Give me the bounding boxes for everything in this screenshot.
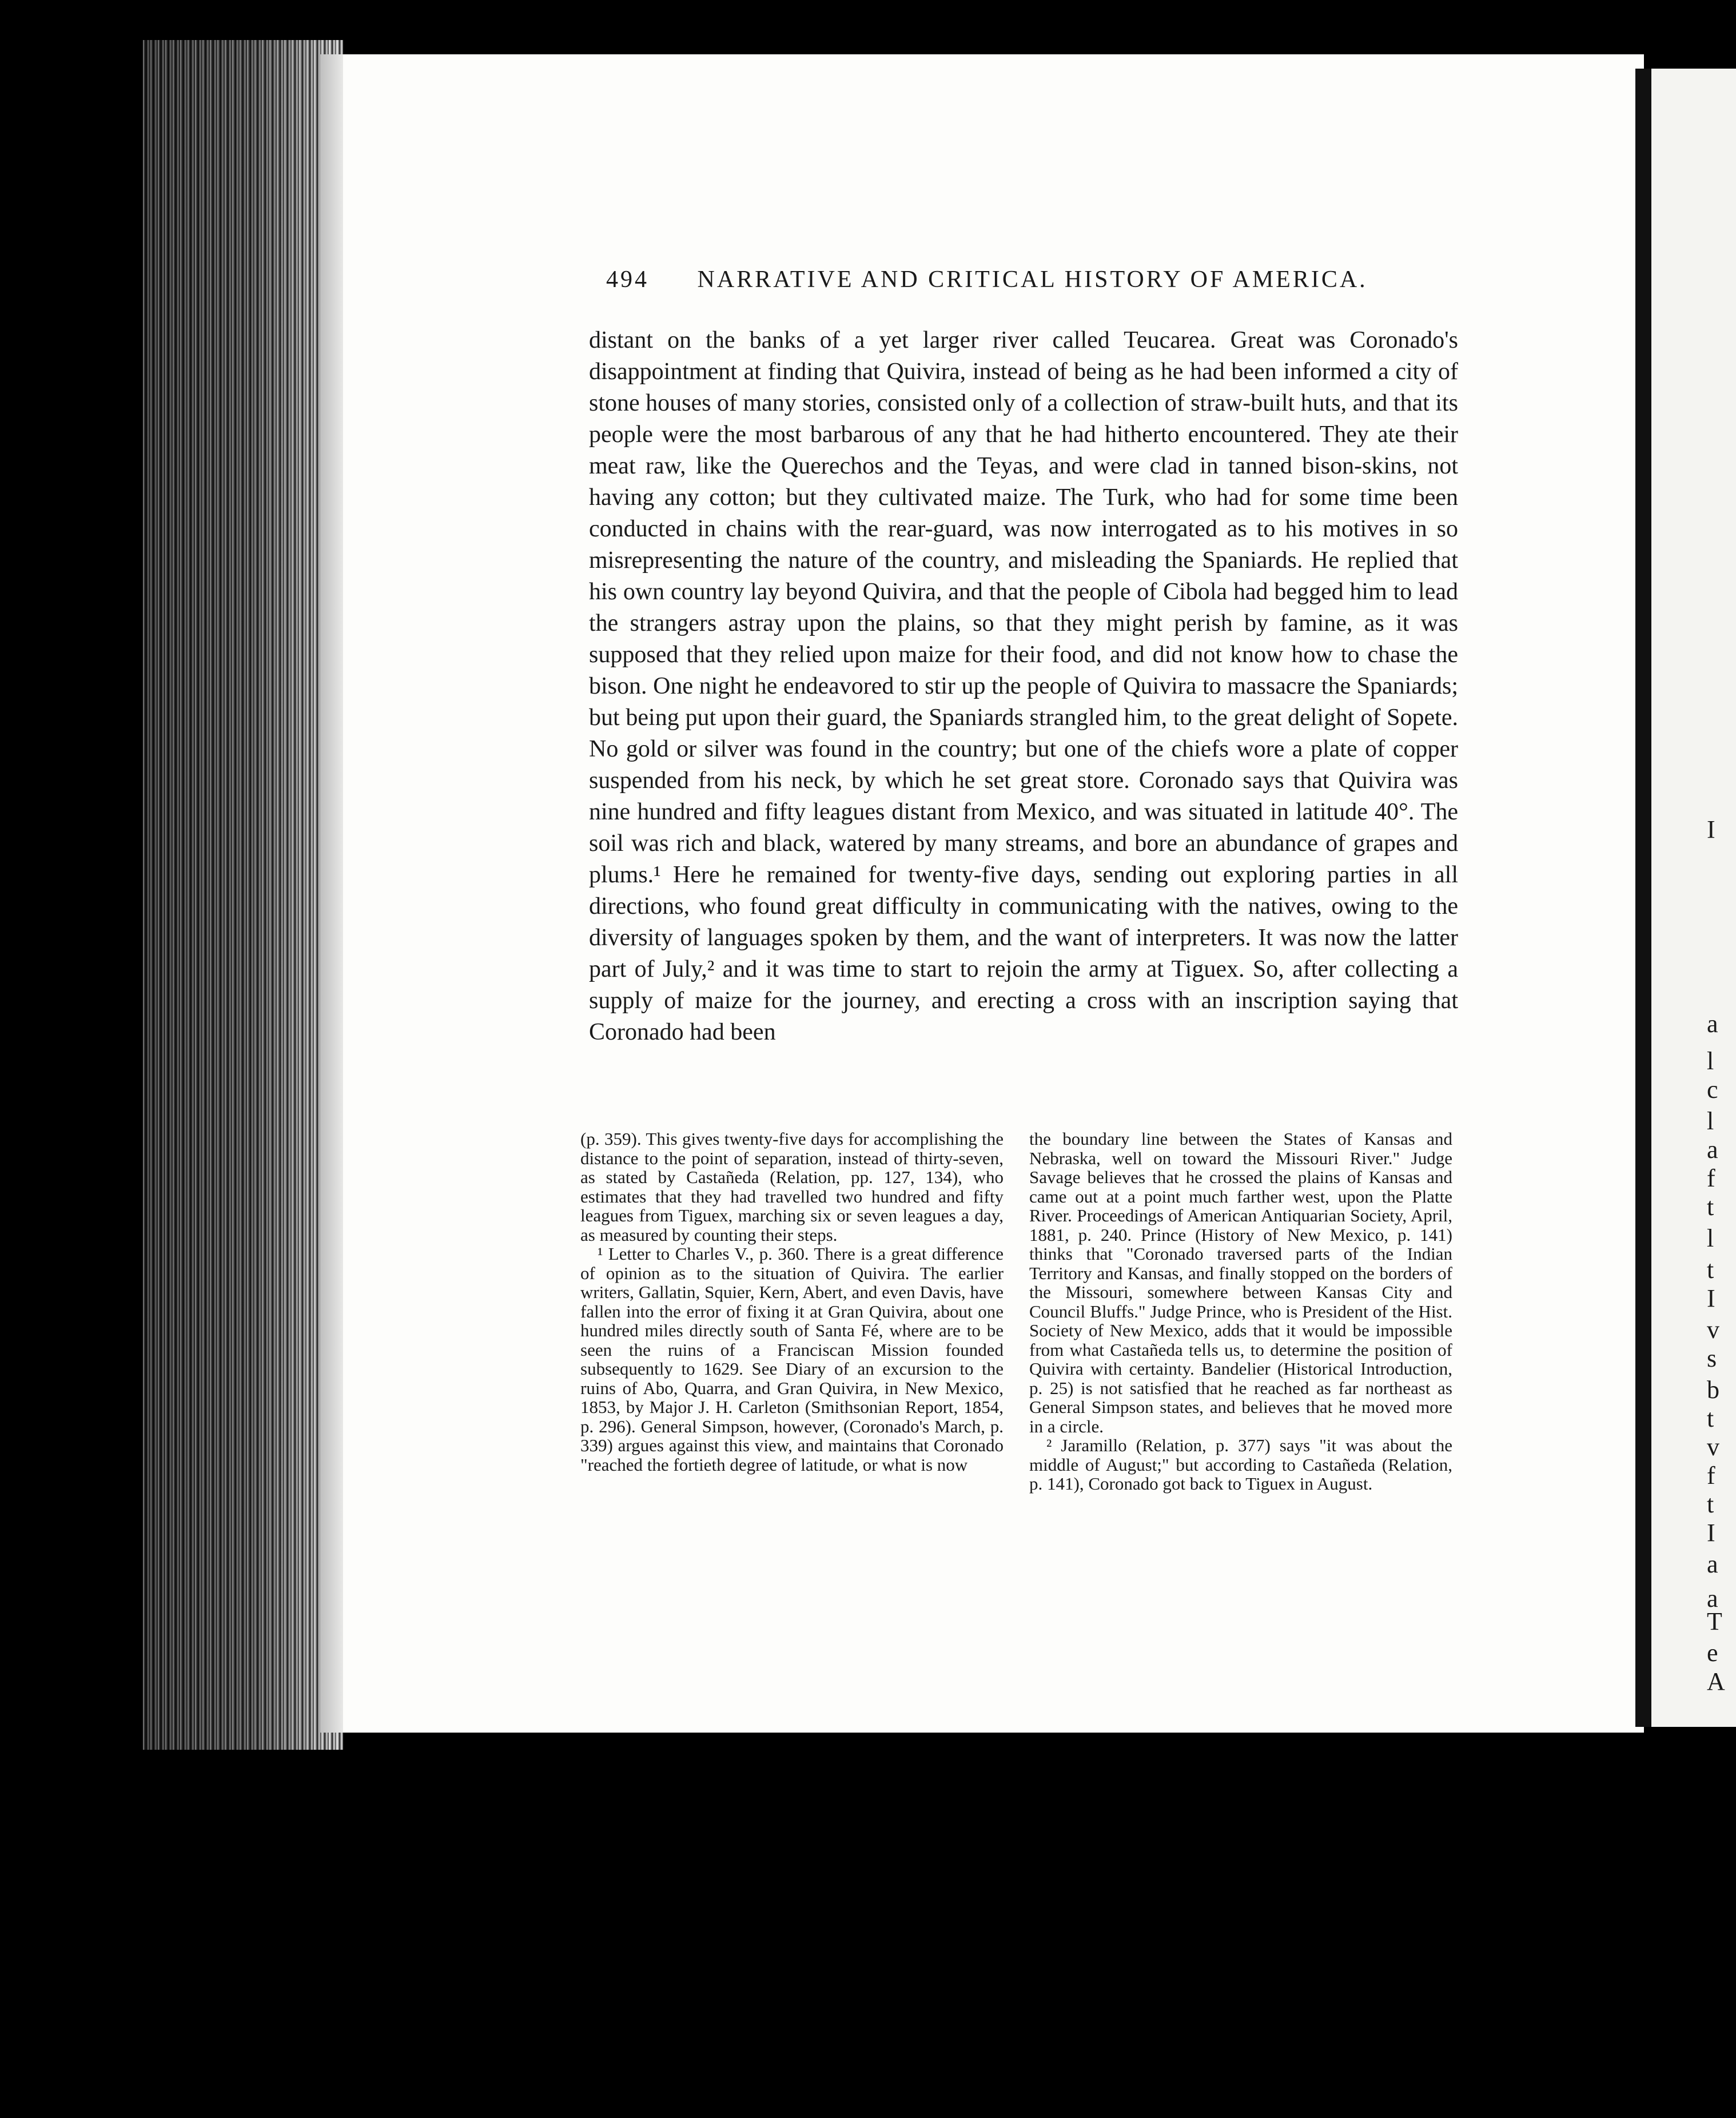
footnote-continuation: (p. 359). This gives twenty-five days for accomplishing the distance to the point of separation, instead of thirty-seven, as stated by Castañeda (Relation, pp. 127, 134), who estimates that they had travelled two hundred and fifty leagues from Tiguex, marching six or seven leagues a day, as measured by counting their steps. bbox=[580, 1129, 1004, 1245]
facing-page-letter: s bbox=[1707, 1344, 1717, 1372]
main-paragraph: distant on the banks of a yet larger river called Teucarea. Great was Coronado's disappointment at finding that Quivira, instead of being as he had been informed a city of stone houses of many stories, consisted only of a collection of straw-built huts, and that its people were the most barbarous of any that he had hitherto encountered. They ate their meat raw, like the Querechos and the Teyas, and were clad in tanned bison-skins, not having any cotton; but they cultivated maize. The Turk, who had for some time been conducted in chains with the rear-guard, was now interrogated as to his motives in so misrepresenting the nature of the country, and misleading the Spaniards. He replied that his own country lay beyond Quivira, and that the people of Cibola had begged him to lead the strangers astray upon the plains, so that they might perish by famine, as it was supposed that they relied upon maize for their food, and did not know how to chase the bison. One night he endeavored to stir up the people of Quivira to massacre the Spaniards; but being put upon their guard, the Spaniards strangled him, to the great delight of Sopete. No gold or silver was found in the country; but one of the chiefs wore a plate of copper suspended from his neck, by which he set great store. Coronado says that Quivira was nine hundred and fifty leagues distant from Mexico, and was situated in latitude 40°. The soil was rich and black, watered by many streams, and bore an abundance of grapes and plums.¹ Here he remained for twenty-five days, sending out exploring parties in all directions, who found great difficulty in communicating with the natives, owing to the diversity of languages spoken by them, and the want of interpreters. It was now the latter part of July,² and it was time to start to rejoin the army at Tiguex. So, after collecting a supply of maize for the journey, and erecting a cross with an inscription saying that Coronado had been bbox=[589, 327, 1458, 1045]
footnote-column-left bbox=[580, 1129, 1004, 1474]
facing-page-letter: I bbox=[1707, 1519, 1715, 1547]
facing-page-letter: l bbox=[1707, 1047, 1714, 1075]
facing-page-letter: A bbox=[1707, 1667, 1725, 1695]
facing-page-letter: I bbox=[1707, 1284, 1715, 1312]
running-header bbox=[606, 266, 1384, 300]
facing-page-letter: t bbox=[1707, 1256, 1714, 1284]
footnote-1: ¹ Letter to Charles V., p. 360. There is a great difference of opinion as to the situation of Quivira. The earlier writers, Gallatin, Squier, Kern, Abert, and even Davis, have fallen into the error of fixing it at Gran Quivira, about one hundred miles directly south of Santa Fé, where are to be seen the ruins of a Franciscan Mission founded subsequently to 1629. See Diary of an excursion to the ruins of Abo, Quarra, and Gran Quivira, in New Mexico, 1853, by Major J. H. Carleton (Smithsonian Report, 1854, p. 296). General Simpson, however, (Coronado's March, p. 339) argues against this view, and maintains that Coronado "reached the fortieth degree of latitude, or what is now bbox=[580, 1244, 1004, 1475]
facing-page-letter: a bbox=[1707, 1136, 1718, 1164]
facing-page-letter: a bbox=[1707, 1010, 1718, 1038]
footnote-column-right bbox=[1029, 1129, 1452, 1494]
facing-page-letter: f bbox=[1707, 1164, 1715, 1192]
facing-page-letter: I bbox=[1707, 815, 1715, 843]
running-title: NARRATIVE AND CRITICAL HISTORY OF AMERICA. bbox=[697, 266, 1368, 293]
facing-page-letter: t bbox=[1707, 1193, 1714, 1221]
facing-page-strip bbox=[1635, 69, 1736, 1727]
footnotes bbox=[580, 1129, 1455, 1638]
facing-page-letter: l bbox=[1707, 1107, 1714, 1135]
facing-page-letter: t bbox=[1707, 1490, 1714, 1518]
facing-page-letter: b bbox=[1707, 1376, 1719, 1404]
facing-page-letter: e bbox=[1707, 1639, 1718, 1667]
facing-page-letter: a bbox=[1707, 1550, 1718, 1578]
facing-page-letter: a bbox=[1707, 1584, 1718, 1613]
body-text bbox=[589, 325, 1458, 1048]
footnote-1-continuation: the boundary line between the States of Kansas and Nebraska, well on toward the Missouri River." Judge Savage believes that he crossed the plains of Kansas and came out at a point much farther west, upon the Platte River. Proceedings of American Antiquarian Society, April, 1881, p. 240. Prince (History of New Mexico, p. 141) thinks that "Coronado traversed parts of the Indian Territory and Kansas, and finally stopped on the borders of the Missouri, somewhere between Kansas City and Council Bluffs." Judge Prince, who is President of the Hist. Society of New Mexico, adds that it would be impossible from what Castañeda tells us, to determine the position of Quivira with certainty. Bandelier (Historical Introduction, p. 25) is not satisfied that he reached as far northeast as General Simpson states, and believes that he moved more in a circle. bbox=[1029, 1129, 1452, 1436]
facing-page-gutter bbox=[1635, 69, 1651, 1727]
facing-page-letter: c bbox=[1707, 1076, 1718, 1104]
page-number: 494 bbox=[606, 266, 649, 293]
facing-page-letter: f bbox=[1707, 1462, 1715, 1490]
facing-page-letter: l bbox=[1707, 1224, 1714, 1252]
book-page-edges bbox=[143, 40, 343, 1750]
facing-page-letter: T bbox=[1707, 1607, 1722, 1635]
facing-page-letter: t bbox=[1707, 1404, 1714, 1432]
footnote-2: ² Jaramillo (Relation, p. 377) says "it was about the middle of August;" but according to Castañeda (Relation, p. 141), Coronado got back to Tiguex in August. bbox=[1029, 1435, 1452, 1494]
facing-page-letter: v bbox=[1707, 1316, 1719, 1344]
facing-page-letter: v bbox=[1707, 1433, 1719, 1461]
